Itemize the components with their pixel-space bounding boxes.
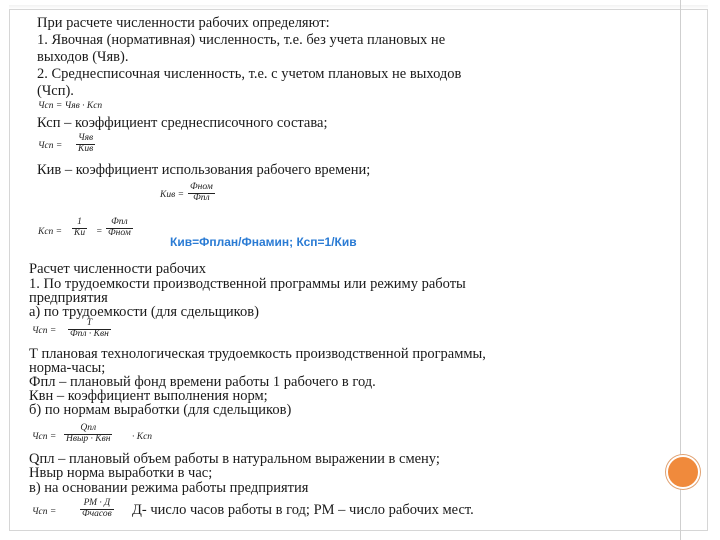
formula-chsp-output-factor: · Kсп bbox=[132, 432, 153, 442]
lower-line-8: Квн – коэффициент выполнения норм; bbox=[29, 388, 268, 404]
upper-line-2: 1. Явочная (нормативная) численность, т.е. без учета плановых не bbox=[37, 32, 446, 48]
formula-chsp-schedule-lhs: Чсп = bbox=[32, 507, 57, 517]
upper-line-5: (Чсп). bbox=[37, 83, 74, 99]
formula-chsp-schedule-fraction bbox=[80, 499, 114, 520]
formula-ksp-lhs: Kсп = bbox=[38, 227, 63, 237]
formula-kiv-lhs: Kив = bbox=[160, 190, 184, 200]
formula-ksp-denominator-2: Фном bbox=[108, 227, 131, 238]
lower-line-1: Расчет численности рабочих bbox=[29, 261, 207, 277]
formula-ksp-denominator-1: Kи bbox=[74, 227, 86, 238]
formula-chsp-2-lhs: Чсп = bbox=[38, 141, 63, 151]
formula-ksp-fraction-1 bbox=[72, 218, 87, 239]
formula-chsp-schedule-numerator: РМ · Д bbox=[80, 499, 114, 510]
formula-chsp-labor-numerator: T bbox=[68, 319, 111, 330]
lower-line-11: Нвыр норма выработки в час; bbox=[29, 465, 213, 481]
formula-chsp-labor-denominator: Фпл · Kвн bbox=[70, 328, 109, 339]
lower-line-2: 1. По трудоемкости производственной программы или режиму работы bbox=[29, 276, 466, 292]
formula-chsp-labor-lhs: Чсп = bbox=[32, 326, 57, 336]
formula-chsp-output-denominator: Нвыр · Kвн bbox=[66, 433, 111, 444]
formula-chsp-output-numerator: Qпл bbox=[64, 424, 112, 435]
formula-kiv-denominator: Фпл bbox=[193, 192, 210, 203]
lower-line-12: в) на основании режима работы предприятия bbox=[29, 480, 309, 496]
upper-line-6: Ксп – коэффициент среднесписочного состава; bbox=[37, 115, 328, 131]
lower-line-10: Qпл – плановый объем работы в натуральном выражении в смену; bbox=[29, 451, 440, 467]
upper-line-7: Кив – коэффициент использования рабочего времени; bbox=[37, 162, 371, 178]
upper-line-4: 2. Среднесписочная численность, т.е. с учетом плановых не выходов bbox=[37, 66, 462, 82]
formula-ksp-numerator-1: 1 bbox=[72, 218, 87, 229]
formula-chsp-output-lhs: Чсп = bbox=[32, 432, 57, 442]
lower-line-3: предприятия bbox=[29, 290, 108, 306]
lower-line-6: норма-часы; bbox=[29, 360, 106, 376]
formula-ksp-numerator-2: Фпл bbox=[106, 218, 133, 229]
formula-kiv-numerator: Фном bbox=[190, 182, 213, 192]
upper-line-1: При расчете численности рабочих определяют: bbox=[37, 15, 330, 31]
formula-chsp-1: Чсп = Чяв · Kсп bbox=[38, 101, 103, 111]
formula-chsp-output-fraction bbox=[64, 424, 112, 445]
formula-chsp-2-fraction bbox=[76, 134, 95, 155]
formula-chsp-labor-fraction bbox=[68, 319, 111, 340]
lower-line-5: Т плановая технологическая трудоемкость производственной программы, bbox=[29, 346, 486, 362]
lower-line-9: б) по нормам выработки (для сдельщиков) bbox=[29, 402, 292, 418]
orange-circle-decoration bbox=[666, 455, 700, 489]
formula-chsp-schedule-denominator: Фчасов bbox=[82, 508, 112, 519]
lower-line-4: а) по трудоемкости (для сдельщиков) bbox=[29, 304, 259, 320]
lower-line-13: Д- число часов работы в год; РМ – число рабочих мест. bbox=[132, 502, 474, 518]
formula-ksp-equals: = bbox=[96, 227, 103, 237]
highlighted-formula-note: Кив=Фплан/Фнамин; Ксп=1/Кив bbox=[170, 235, 357, 249]
formula-kiv-fraction bbox=[188, 183, 215, 204]
formula-chsp-2-denominator: Kив bbox=[78, 143, 94, 154]
lower-line-7: Фпл – плановый фонд времени работы 1 рабочего в год. bbox=[29, 374, 376, 390]
formula-chsp-2-numerator: Чяв bbox=[76, 134, 95, 145]
upper-line-3: выходов (Чяв). bbox=[37, 49, 129, 65]
formula-ksp-fraction-2 bbox=[106, 218, 133, 239]
